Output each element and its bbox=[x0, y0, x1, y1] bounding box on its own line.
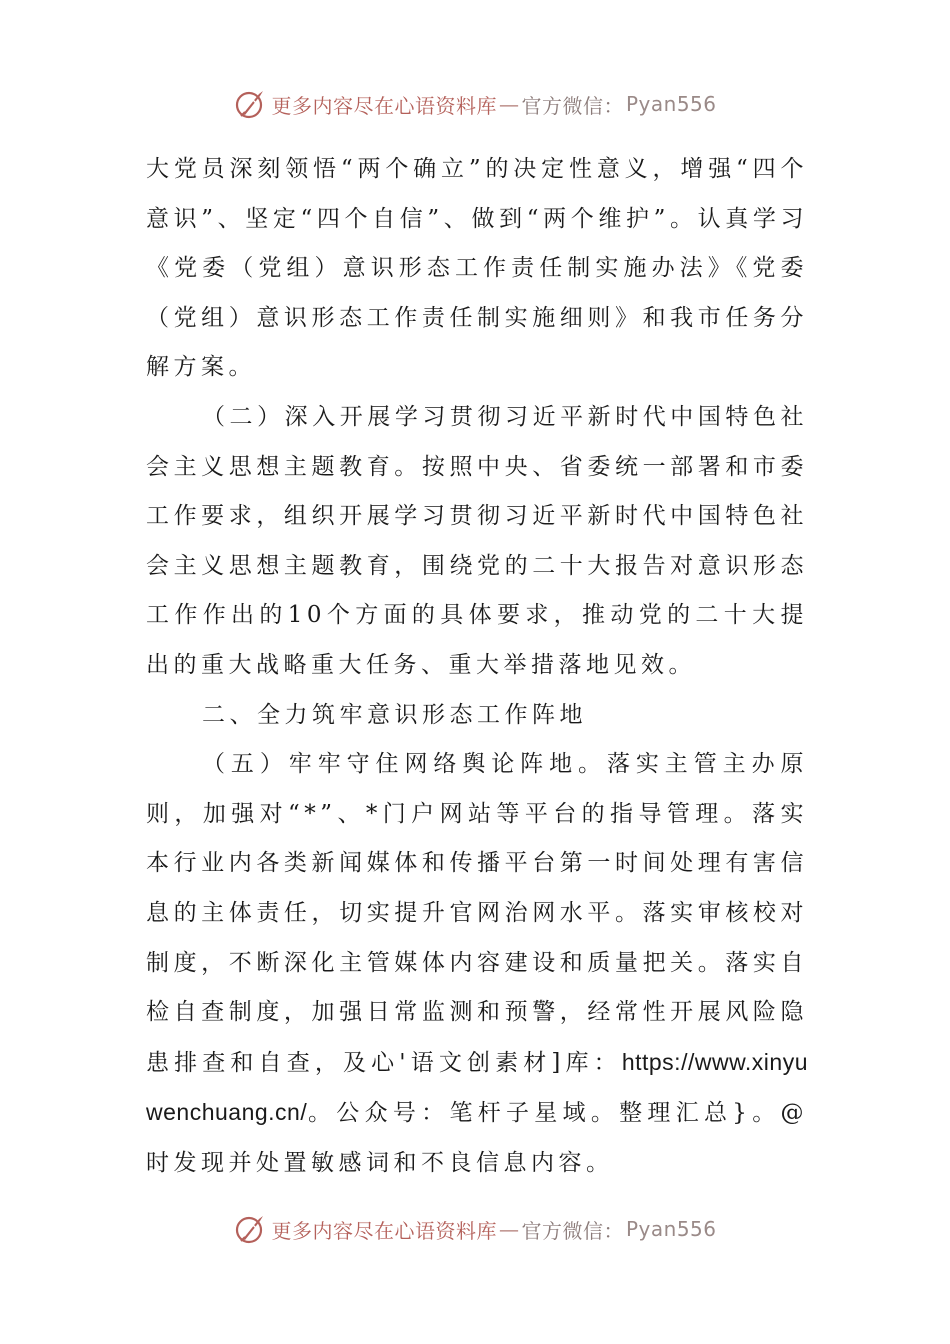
paragraph-4 bbox=[146, 740, 808, 1188]
banner-wechat-id: Pyan556 bbox=[625, 92, 717, 116]
paragraph-2: （二）深入开展学习贯彻习近平新时代中国特色社会主义思想主题教育。按照中央、省委统一部署和市委工作要求，组织开展学习贯彻习近平新时代中国特色社会主义思想主题教育，围绕党的二十大报告对意识形态工作作出的10个方面的具体要求，推动党的二十大提出的重大战略重大任务、重大举措落地见效。 bbox=[146, 403, 808, 678]
banner-wechat-label: 官方微信： bbox=[521, 1218, 624, 1243]
banner-title: 更多内容尽在心语资料库 bbox=[271, 1218, 497, 1243]
banner-wechat-id: Pyan556 bbox=[625, 1217, 717, 1241]
quill-logo-icon bbox=[233, 1211, 269, 1247]
footer-banner bbox=[0, 1211, 950, 1247]
source-url-link[interactable]: https://www.xinyuwenchuang.cn/ bbox=[146, 1048, 808, 1126]
quill-logo-icon bbox=[233, 86, 269, 122]
document-body bbox=[146, 145, 808, 1188]
header-banner bbox=[0, 86, 950, 122]
paragraph-4-text-a: （五）牢牢守住网络舆论阵地。落实主管主办原则，加强对“*”、*门户网站等平台的指导管理。落实本行业内各类新闻媒体和传播平台第一时间处理有害信息的主体责任，切实提升官网治网水平。落实审核校对制度，不断深化主管媒体内容建设和质量把关。落实自检自查制度，加强日常监测和预警，经常性开展风险隐患排查和自查，及心'语文创素材]库： bbox=[146, 751, 808, 1076]
banner-dash: — bbox=[498, 92, 520, 116]
section-heading: 二、全力筑牢意识形态工作阵地 bbox=[202, 701, 587, 728]
paragraph-4-text-b: 。公众号：笔杆子星域。整理汇总}。@时发现并处置敏感词和不良信息内容。 bbox=[146, 1100, 808, 1176]
banner-wechat-label: 官方微信： bbox=[521, 93, 624, 118]
banner-title: 更多内容尽在心语资料库 bbox=[271, 93, 497, 118]
paragraph-1: 大党员深刻领悟“两个确立”的决定性意义，增强“四个意识”、坚定“四个自信”、做到“两个维护”。认真学习《党委（党组）意识形态工作责任制实施办法》《党委（党组）意识形态工作责任制实施细则》和我市任务分解方案。 bbox=[146, 156, 808, 381]
banner-dash: — bbox=[498, 1217, 520, 1241]
